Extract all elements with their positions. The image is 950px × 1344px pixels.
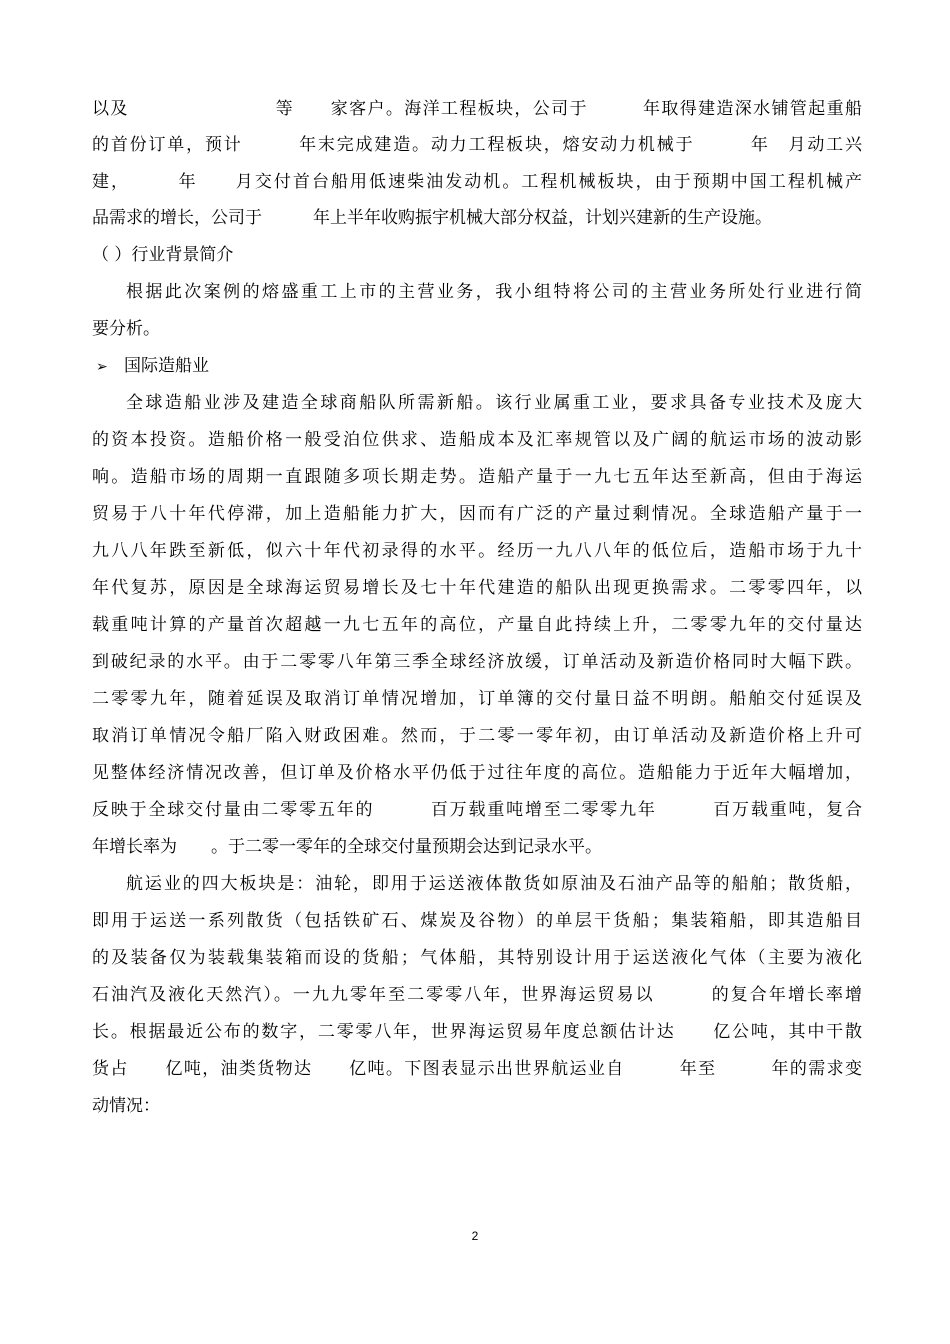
text-line: 长。根据最近公布的数字，二零零八年，世界海运贸易年度总额估计达 亿公吨，其中干散 <box>92 1022 862 1042</box>
text-line: 取消订单情况令船厂陷入财政困难。然而，于二零一零年初，由订单活动及新造价格上升可 <box>92 726 862 746</box>
text-line: 贸易于八十年代停滞，加上造船能力扩大，因而有广泛的产量过剩情况。全球造船产量于一 <box>92 504 862 524</box>
page-number: 2 <box>471 1229 479 1243</box>
text-line: 根据此次案例的熔盛重工上市的主营业务，我小组特将公司的主营业务所处行业进行简 <box>126 282 862 302</box>
bullet-heading <box>96 351 866 381</box>
text-line: 的资本投资。造船价格一般受泊位供求、造船成本及汇率规管以及广阔的航运市场的波动影 <box>92 430 862 450</box>
section-heading: （ ）行业背景简介 <box>92 245 234 265</box>
text-line: 要分析。 <box>92 319 160 339</box>
text-line: 石油汽及液化天然汽）。一九九零年至二零零八年，世界海运贸易以 的复合年增长率增 <box>92 985 862 1005</box>
bullet-heading-text: 国际造船业 <box>124 356 209 376</box>
text-line: 二零零九年，随着延误及取消订单情况增加，订单簿的交付量日益不明朗。船舶交付延误及 <box>92 689 862 709</box>
text-line: 见整体经济情况改善，但订单及价格水平仍低于过往年度的高位。造船能力于近年大幅增加， <box>92 763 862 783</box>
text-line: 航运业的四大板块是：油轮，即用于运送液体散货如原油及石油产品等的船舶；散货船， <box>126 874 862 894</box>
text-line: 载重吨计算的产量首次超越一九七五年的高位，产量自此持续上升，二零零九年的交付量达 <box>92 615 862 635</box>
text-line: 动情况： <box>92 1096 160 1116</box>
text-line: 以及 等 家客户。海洋工程板块，公司于 年取得建造深水铺管起重船 <box>92 99 862 119</box>
text-line: 全球造船业涉及建造全球商船队所需新船。该行业属重工业，要求具备专业技术及庞大 <box>126 393 862 413</box>
text-line: 年增长率为 。于二零一零年的全球交付量预期会达到记录水平。 <box>92 837 602 857</box>
text-line: 建， 年 月交付首台船用低速柴油发动机。工程机械板块，由于预期中国工程机械产 <box>92 172 862 192</box>
text-line: 品需求的增长，公司于 年上半年收购振宇机械大部分权益，计划兴建新的生产设施。 <box>92 208 772 228</box>
text-line: 响。造船市场的周期一直跟随多项长期走势。造船产量于一九七五年达至新高，但由于海运 <box>92 467 862 487</box>
text-line: 年代复苏，原因是全球海运贸易增长及七十年代建造的船队出现更换需求。二零零四年，以 <box>92 578 862 598</box>
text-line: 反映于全球交付量由二零零五年的 百万载重吨增至二零零九年 百万载重吨，复合 <box>92 800 862 820</box>
text-line: 的首份订单，预计 年末完成建造。动力工程板块，熔安动力机械于 年 月动工兴 <box>92 135 862 155</box>
text-line: 九八八年跌至新低，似六十年代初录得的水平。经历一九八八年的低位后，造船市场于九十 <box>92 541 862 561</box>
text-line: 的及装备仅为装载集装箱而设的货船；气体船，其特别设计用于运送液化气体（主要为液化 <box>92 948 862 968</box>
arrow-bullet-icon: ➢ <box>96 359 108 375</box>
text-line: 货占 亿吨，油类货物达 亿吨。下图表显示出世界航运业自 年至 年的需求变 <box>92 1059 862 1079</box>
text-line: 到破纪录的水平。由于二零零八年第三季全球经济放缓，订单活动及新造价格同时大幅下跌。 <box>92 652 862 672</box>
text-line: 即用于运送一系列散货（包括铁矿石、煤炭及谷物）的单层干货船；集装箱船，即其造船目 <box>92 911 862 931</box>
